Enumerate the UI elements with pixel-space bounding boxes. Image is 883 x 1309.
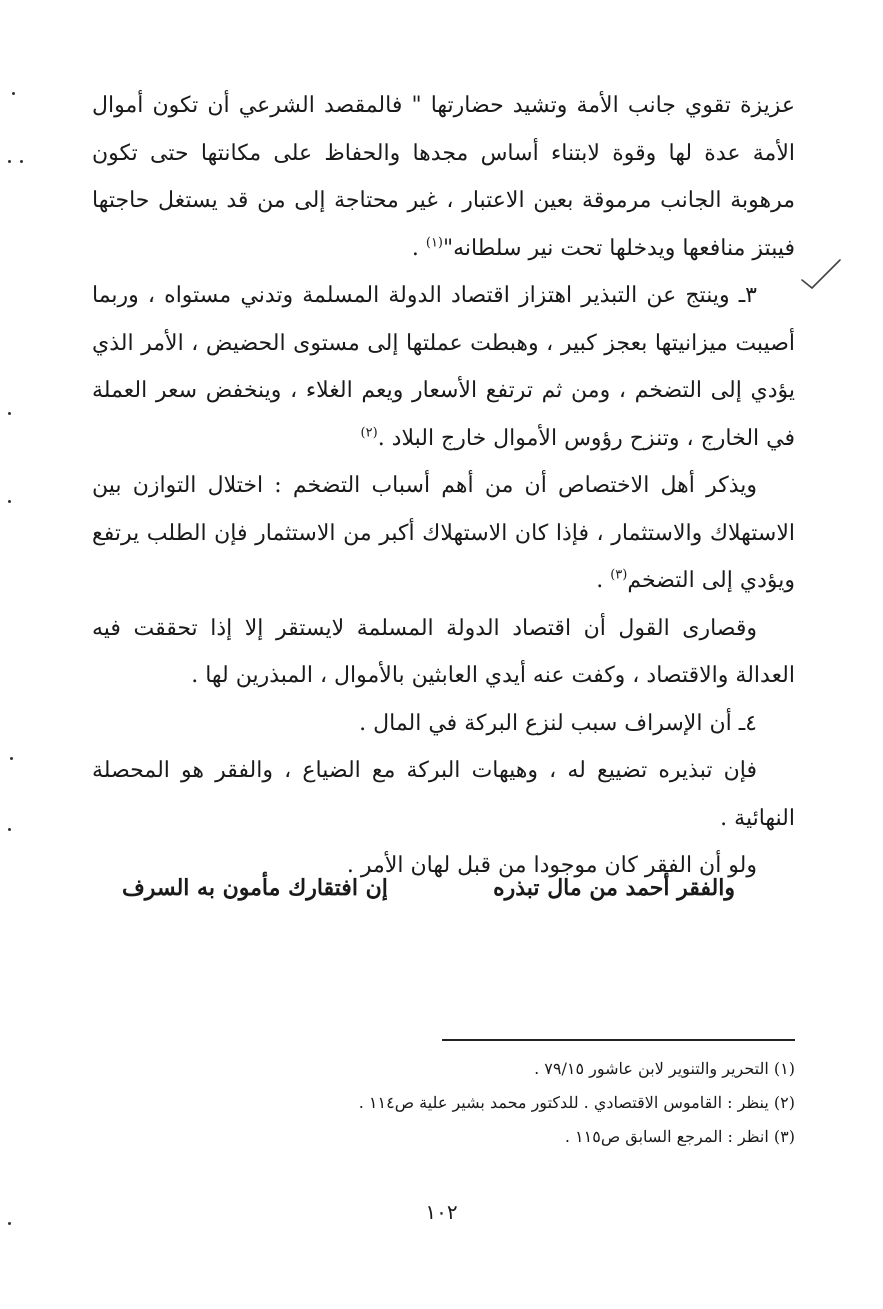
margin-dot-icon <box>8 1222 11 1225</box>
margin-dot-icon <box>8 160 11 163</box>
footnote-ref-2[interactable]: (٢) <box>360 425 378 441</box>
body-text <box>92 82 795 890</box>
paragraph-conclusion: وقصارى القول أن اقتصاد الدولة المسلمة لايستقر إلا إذا تحققت فيه العدالة والاقتصاد ، وكفت عنه أيدي العابثين بالأموال ، المبذرين لها . <box>92 615 795 688</box>
paragraph-quote: عزيزة تقوي جانب الأمة وتشيد حضارتها " فالمقصد الشرعي أن تكون أموال الأمة عدة لها وقوة لابتناء أساس مجدها والحفاظ على مكانتها حتى تكون مرهوبة الجانب مرموقة بعين الاعتبار ، غير محتاجة إلى من قد يستغل حاجتها فيبتز منافعها ويدخلها تحت نير سلطانه"$^{(١)}$ . <box>92 93 795 261</box>
footnote-1: (١) التحرير والتنوير لابن عاشور ٧٩/١٥ . <box>534 1059 795 1078</box>
footnote-2: (٢) ينظر : القاموس الاقتصادي . للدكتور محمد بشير علية ص١١٤ . <box>358 1093 795 1112</box>
paragraph-blessing: فإن تبذيره تضييع له ، وهيهات البركة مع الضياع ، والفقر هو المحصلة النهائية . <box>92 758 795 831</box>
poem-hemistich-first: والفقر أحمد من مال تبذره <box>493 875 735 901</box>
paragraph-point-4: ٤ـ أن الإسراف سبب لنزع البركة في المال . <box>359 710 757 736</box>
paragraph-point-3: ٣ـ وينتج عن التبذير اهتزاز اقتصاد الدولة المسلمة وتدني مستواه ، وربما أصيبت ميزانيتها بعجز كبير ، وهبطت عملتها إلى مستوى الحضيض ، الأمر الذي يؤدي إلى التضخم ، ومن ثم ترتفع الأسعار ويعم الغلاء ، وينخفض سعر العملة في الخارج ، وتنزح رؤوس الأموال خارج البلاد .$^{(٢)}$ <box>92 283 795 451</box>
poem-verse <box>92 868 795 908</box>
margin-dot-icon <box>12 92 15 95</box>
margin-dot-icon <box>8 828 11 831</box>
margin-dot-icon <box>20 160 23 163</box>
margin-dot-icon <box>8 412 11 415</box>
checkmark-icon <box>800 258 842 294</box>
margin-dot-icon <box>10 757 13 760</box>
footnote-3: (٣) انظر : المرجع السابق ص١١٥ . <box>564 1127 795 1146</box>
footnote-ref-3[interactable]: (٣) <box>610 567 628 583</box>
paragraph-inflation: ويذكر أهل الاختصاص أن من أهم أسباب التضخم : اختلال التوازن بين الاستهلاك والاستثمار ، فإذا كان الاستهلاك أكبر من الاستثمار فإن الطلب يرتفع ويؤدي إلى التضخم$^{(٣)}$ . <box>92 473 795 593</box>
footnotes <box>92 1052 795 1154</box>
page-number: ١٠٢ <box>425 1200 458 1224</box>
footnote-ref-1[interactable]: (١) <box>425 235 443 251</box>
paragraph-poverty: ولو أن الفقر كان موجودا من قبل لهان الأمر . <box>346 853 757 878</box>
footnote-divider <box>442 1039 795 1041</box>
margin-dot-icon <box>8 500 11 503</box>
poem-hemistich-second: إن افتقارك مأمون به السرف <box>122 875 388 901</box>
